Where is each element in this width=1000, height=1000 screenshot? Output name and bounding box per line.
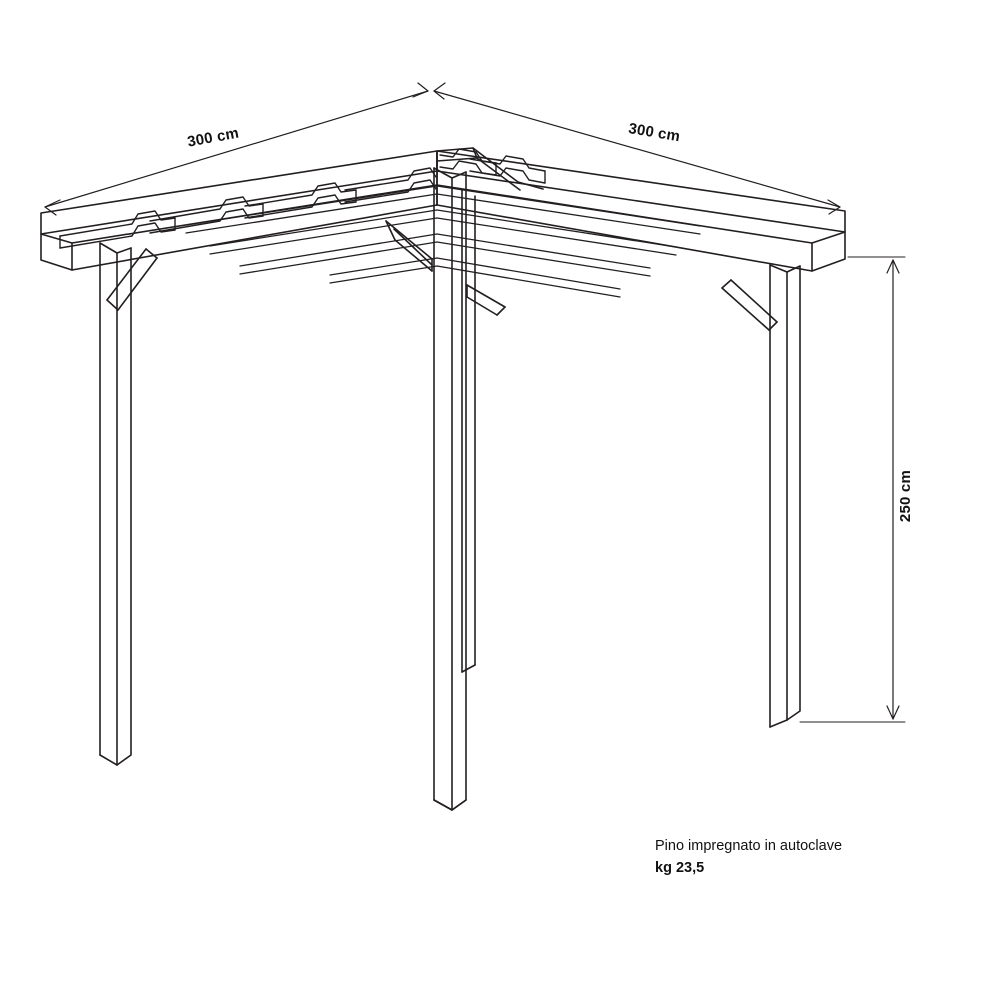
dimension-label-height: 250 cm	[897, 470, 914, 523]
post-right	[770, 265, 800, 727]
caption-material: Pino impregnato in autoclave	[655, 838, 843, 854]
brace-left	[107, 249, 157, 310]
dimension-line-width-left	[45, 91, 428, 207]
dimension-line-width-right	[434, 91, 840, 207]
post-left	[100, 243, 131, 765]
dimension-label-width-right: 300 cm	[627, 120, 682, 146]
brace-center-right	[467, 285, 505, 315]
brace-right	[722, 280, 777, 330]
beam-front-right	[437, 151, 845, 271]
dimension-label-width-left: 300 cm	[186, 124, 241, 151]
material-caption	[655, 836, 955, 880]
roof-rafters-right	[440, 149, 545, 183]
caption-weight: kg 23,5	[655, 859, 705, 876]
